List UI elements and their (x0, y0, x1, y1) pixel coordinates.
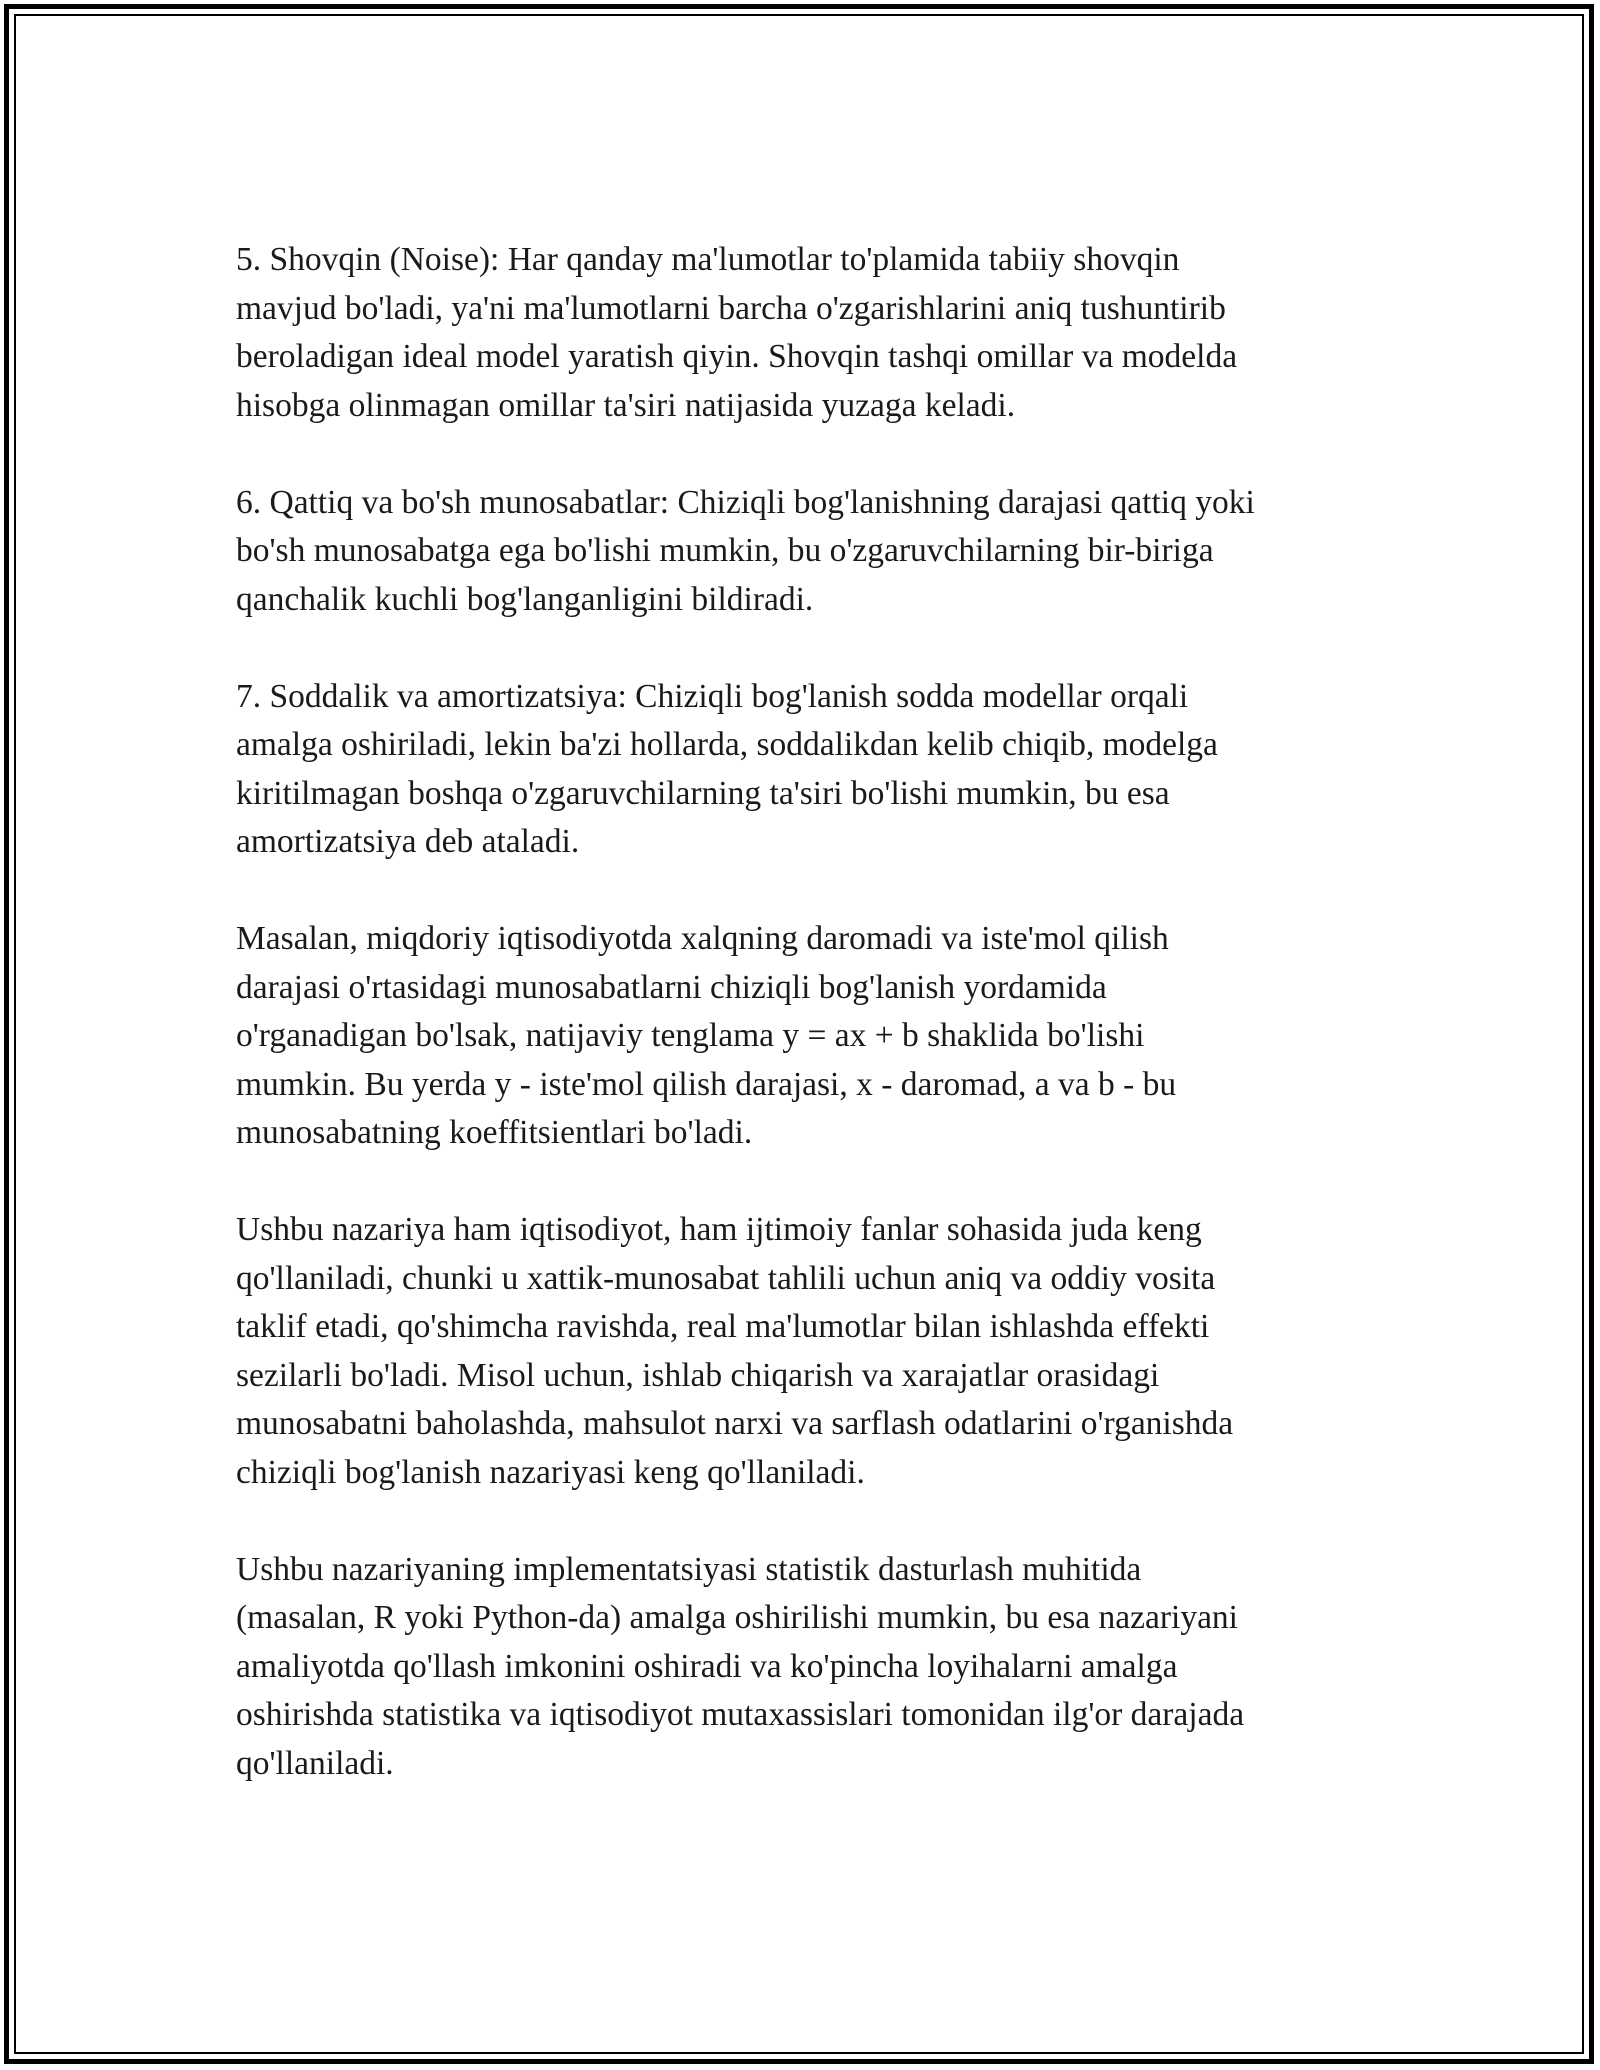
paragraph-relationships: 6. Qattiq va bo'sh munosabatlar: Chiziqli bog'lanishning darajasi qattiq yoki bo'sh munosabatga ega bo'lishi mumkin, bu o'zgaruvchilarning bir-biriga qanchalik kuchli bog'langanligini bildiradi. (236, 483, 1255, 618)
paragraph-noise: 5. Shovqin (Noise): Har qanday ma'lumotlar to'plamida tabiiy shovqin mavjud bo'ladi, ya'ni ma'lumotlarni barcha o'zgarishlarini aniq tushuntirib beroladigan ideal model yaratish qiyin. Shovqin tashqi omillar va modelda hisobga olinmagan omillar ta'siri natijasida yuzaga keladi. (236, 241, 1238, 424)
paragraph-application: Ushbu nazariya ham iqtisodiyot, ham ijtimoiy fanlar sohasida juda keng qo'llaniladi, chunki u xattik-munosabat tahlili uchun aniq va oddiy vosita taklif etadi, qo'shimcha ravishda, real ma'lumotlar bilan ishlashda effekti sezilarli bo'ladi. Misol uchun, ishlab chiqarish va xarajatlar orasidagi munosabatni baholashda, mahsulot narxi va sarflash odatlarini o'rganishda chiziqli bog'lanish nazariyasi keng qo'llaniladi. (236, 1211, 1234, 1491)
paragraph-example: Masalan, miqdoriy iqtisodiyotda xalqning daromadi va iste'mol qilish darajasi o'rtasidagi munosabatlarni chiziqli bog'lanish yordamida o'rganadigan bo'lsak, natijaviy tenglama y = ax + b shaklida bo'lishi mumkin. Bu yerda y - iste'mol qilish darajasi, x - daromad, a va b - bu munosabatning koeffitsientlari bo'ladi. (236, 920, 1177, 1151)
paragraph-simplicity: 7. Soddalik va amortizatsiya: Chiziqli bog'lanish sodda modellar orqali amalga oshiriladi, lekin ba'zi hollarda, soddalikdan kelib chiqib, modelga kiritilmagan boshqa o'zgaruvchilarning ta'siri bo'lishi mumkin, bu esa amortizatsiya deb ataladi. (236, 677, 1218, 860)
document-body (236, 236, 1376, 1837)
paragraph-implementation: Ushbu nazariyaning implementatsiyasi statistik dasturlash muhitida (masalan, R yoki Python-da) amalga oshirilishi mumkin, bu esa nazariyani amaliyotda qo'llash imkonini oshiradi va ko'pincha loyihalarni amalga oshirishda statistika va iqtisodiyot mutaxassislari tomonidan ilg'or darajada qo'llaniladi. (236, 1550, 1245, 1782)
